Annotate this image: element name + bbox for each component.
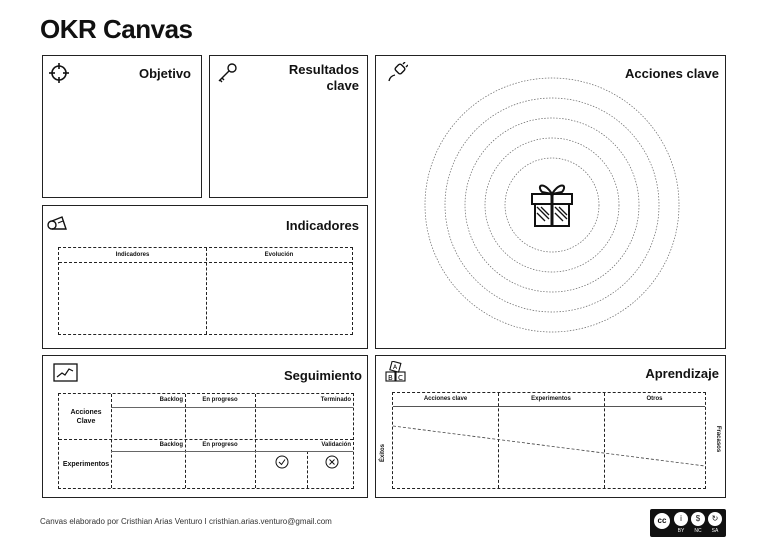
resultados-panel [209,55,368,198]
svg-text:B: B [388,374,393,382]
page-title: OKR Canvas [40,14,193,44]
objetivo-heading: Objetivo [138,66,191,81]
nc-icon: $ [691,512,705,526]
aprendizaje-col2-header: Experimentos [531,396,571,402]
seguimiento-r1-terminado: Terminado [320,397,351,403]
cc-icon: cc [653,512,671,530]
aprendizaje-table [392,392,706,489]
exitos-label: Éxitos [380,444,386,463]
acciones-heading: Acciones clave [625,66,719,81]
seguimiento-row-experimentos: Experimentos [62,461,110,468]
seguimiento-heading: Seguimiento [283,368,362,383]
line-chart-icon [53,363,78,382]
svg-text:A: A [393,364,398,371]
aprendizaje-heading: Aprendizaje [645,366,719,381]
sa-icon: ↻ [708,512,722,526]
cc-license-badge [650,509,726,537]
indicadores-col2-header: Evolución [264,252,294,258]
seguimiento-r2-validacion: Validación [321,442,351,448]
seguimiento-r1-progreso: En progreso [202,397,238,403]
plug-icon [386,62,408,84]
license-sa: SA [711,528,719,534]
seguimiento-r1-backlog: Backlog [159,397,183,403]
aprendizaje-panel [375,355,726,498]
objetivo-panel [42,55,202,198]
seguimiento-table [58,393,354,489]
x-circle-icon [325,455,339,469]
check-circle-icon [275,455,289,469]
by-icon: i [674,512,688,526]
svg-text:C: C [398,374,403,382]
seguimiento-panel [42,355,368,498]
indicadores-col1-header: Indicadores [115,252,150,258]
seguimiento-r2-backlog: Backlog [159,442,183,448]
indicadores-table [58,247,353,335]
aprendizaje-col3-header: Otros [646,396,663,402]
seguimiento-r2-progreso: En progreso [202,442,238,448]
chart-scroll-icon [46,213,68,235]
license-by: BY [677,528,685,534]
abc-blocks-icon [384,361,408,383]
license-nc: NC [694,528,702,534]
trend-line [393,393,705,488]
seguimiento-row-acciones: Acciones Clave [70,409,102,425]
target-icon [48,62,70,84]
gift-icon [526,177,578,229]
acciones-panel [375,55,726,349]
aprendizaje-col1-header: Acciones clave [423,396,468,402]
fracasos-label: Fracasos [715,425,721,453]
resultados-heading: Resultados clave [288,62,359,93]
indicadores-heading: Indicadores [286,218,359,233]
key-icon [216,62,238,84]
footer-credit: Canvas elaborado por Cristhian Arias Venturo I cristhian.arias.venturo@gmail.com [40,517,332,526]
indicadores-panel [42,205,368,349]
